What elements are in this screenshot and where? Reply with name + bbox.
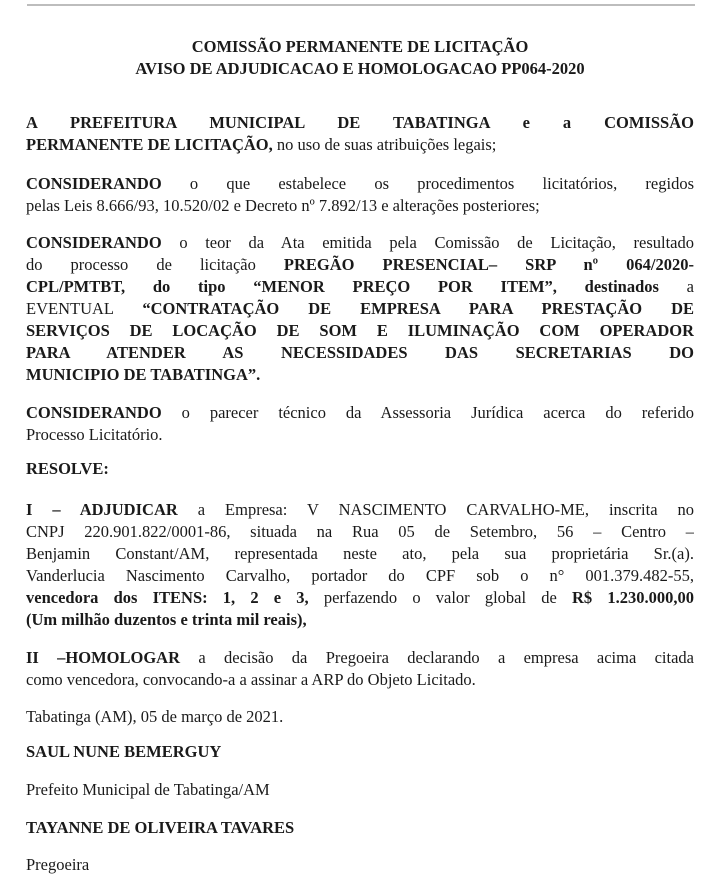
paragraph-adjudicar <box>26 499 694 631</box>
paragraph-resolve <box>26 458 694 480</box>
bold-text: CONSIDERANDO <box>26 174 162 193</box>
bold-text: SERVIÇOS DE LOCAÇÃO DE SOM E ILUMINAÇÃO COM OPERADOR <box>26 321 694 340</box>
paragraph-considerando-1 <box>26 173 694 217</box>
text-line <box>26 424 694 446</box>
text-line <box>26 173 694 195</box>
text-line <box>26 112 694 134</box>
paragraph-date <box>26 706 694 728</box>
text-line <box>26 499 694 521</box>
paragraph-signer-1-role <box>26 779 694 801</box>
bold-text: MUNICIPIO DE TABATINGA”. <box>26 365 261 384</box>
paragraph-signer-2-name <box>26 817 694 839</box>
text: EVENTUAL <box>26 299 143 318</box>
text: pelas Leis 8.666/93, 10.520/02 e Decreto nº 7.892/13 e alterações posteriores; <box>26 196 540 215</box>
bold-text: TAYANNE DE OLIVEIRA TAVARES <box>26 818 295 837</box>
text: Tabatinga (AM), 05 de março de 2021. <box>26 707 284 726</box>
bold-text: PREGÃO PRESENCIAL– SRP nº 064/2020- <box>283 255 694 274</box>
text-line <box>26 134 694 156</box>
text: no uso de suas atribuições legais; <box>272 135 497 154</box>
text-line <box>26 565 694 587</box>
text-line <box>26 254 694 276</box>
text-line <box>26 232 694 254</box>
text: CNPJ 220.901.822/0001-86, situada na Rua 05 de Setembro, 56 – Centro – <box>26 522 694 541</box>
text-line <box>26 543 694 565</box>
bold-text: CONSIDERANDO <box>26 233 162 252</box>
bold-text: (Um milhão duzentos e trinta mil reais), <box>26 610 307 629</box>
text: a decisão da Pregoeira declarando a empresa acima citada <box>180 648 694 667</box>
bold-text: “CONTRATAÇÃO DE EMPRESA PARA PRESTAÇÃO DE <box>142 299 694 318</box>
text-line <box>26 342 694 364</box>
top-divider <box>27 4 695 6</box>
text: a Empresa: V NASCIMENTO CARVALHO-ME, inscrita no <box>177 500 694 519</box>
text: Processo Licitatório. <box>26 425 163 444</box>
text-line <box>26 741 694 763</box>
bold-text: CONSIDERANDO <box>26 403 162 422</box>
paragraph-intro <box>26 112 694 156</box>
text: o teor da Ata emitida pela Comissão de Licitação, resultado <box>161 233 694 252</box>
bold-text: RESOLVE: <box>26 459 109 478</box>
bold-text: A PREFEITURA MUNICIPAL DE TABATINGA e a COMISSÃO <box>26 113 694 132</box>
text-line <box>26 364 694 386</box>
text: perfazendo o valor global de <box>308 588 573 607</box>
bold-text: vencedora dos ITENS: 1, 2 e 3, <box>26 588 309 607</box>
text-line <box>26 195 694 217</box>
text-line <box>26 320 694 342</box>
text: Benjamin Constant/AM, representada neste ato, pela sua proprietária Sr.(a). <box>26 544 694 563</box>
bold-text: II –HOMOLOGAR <box>26 648 181 667</box>
bold-text: I – ADJUDICAR <box>26 500 178 519</box>
paragraph-considerando-3 <box>26 402 694 446</box>
text: do processo de licitação <box>26 255 284 274</box>
paragraph-considerando-2 <box>26 232 694 386</box>
title-line-2: AVISO DE ADJUDICACAO E HOMOLOGACAO PP064-2020 <box>135 59 585 78</box>
text: como vencedora, convocando-a a assinar a ARP do Objeto Licitado. <box>26 670 476 689</box>
text: Vanderlucia Nascimento Carvalho, portador do CPF sob o n° 001.379.482-55, <box>26 566 694 585</box>
text-line <box>26 779 694 801</box>
bold-text: SAUL NUNE BEMERGUY <box>26 742 222 761</box>
title-line-1: COMISSÃO PERMANENTE DE LICITAÇÃO <box>191 37 529 56</box>
paragraph-signer-2-role <box>26 854 694 876</box>
text-line <box>26 521 694 543</box>
bold-text: R$ 1.230.000,00 <box>572 588 694 607</box>
text-line <box>26 402 694 424</box>
text-line <box>26 609 694 631</box>
text-line <box>26 669 694 691</box>
text: o parecer técnico da Assessoria Jurídica acerca do referido <box>161 403 694 422</box>
text-line <box>26 706 694 728</box>
text-line <box>26 298 694 320</box>
paragraph-signer-1-name <box>26 741 694 763</box>
text-line <box>26 458 694 480</box>
text-line <box>26 587 694 609</box>
paragraph-homologar <box>26 647 694 691</box>
text-line <box>26 854 694 876</box>
text: a <box>658 277 694 296</box>
bold-text: PARA ATENDER AS NECESSIDADES DAS SECRETARIAS DO <box>26 343 694 362</box>
text: o que estabelece os procedimentos licitatórios, regidos <box>161 174 694 193</box>
text: Pregoeira <box>26 855 90 874</box>
bold-text: CPL/PMTBT, do tipo “MENOR PREÇO POR ITEM”, destinados <box>26 277 659 296</box>
text-line <box>26 276 694 298</box>
text-line <box>26 817 694 839</box>
bold-text: PERMANENTE DE LICITAÇÃO, <box>26 135 273 154</box>
text-line <box>26 647 694 669</box>
text: Prefeito Municipal de Tabatinga/AM <box>26 780 270 799</box>
